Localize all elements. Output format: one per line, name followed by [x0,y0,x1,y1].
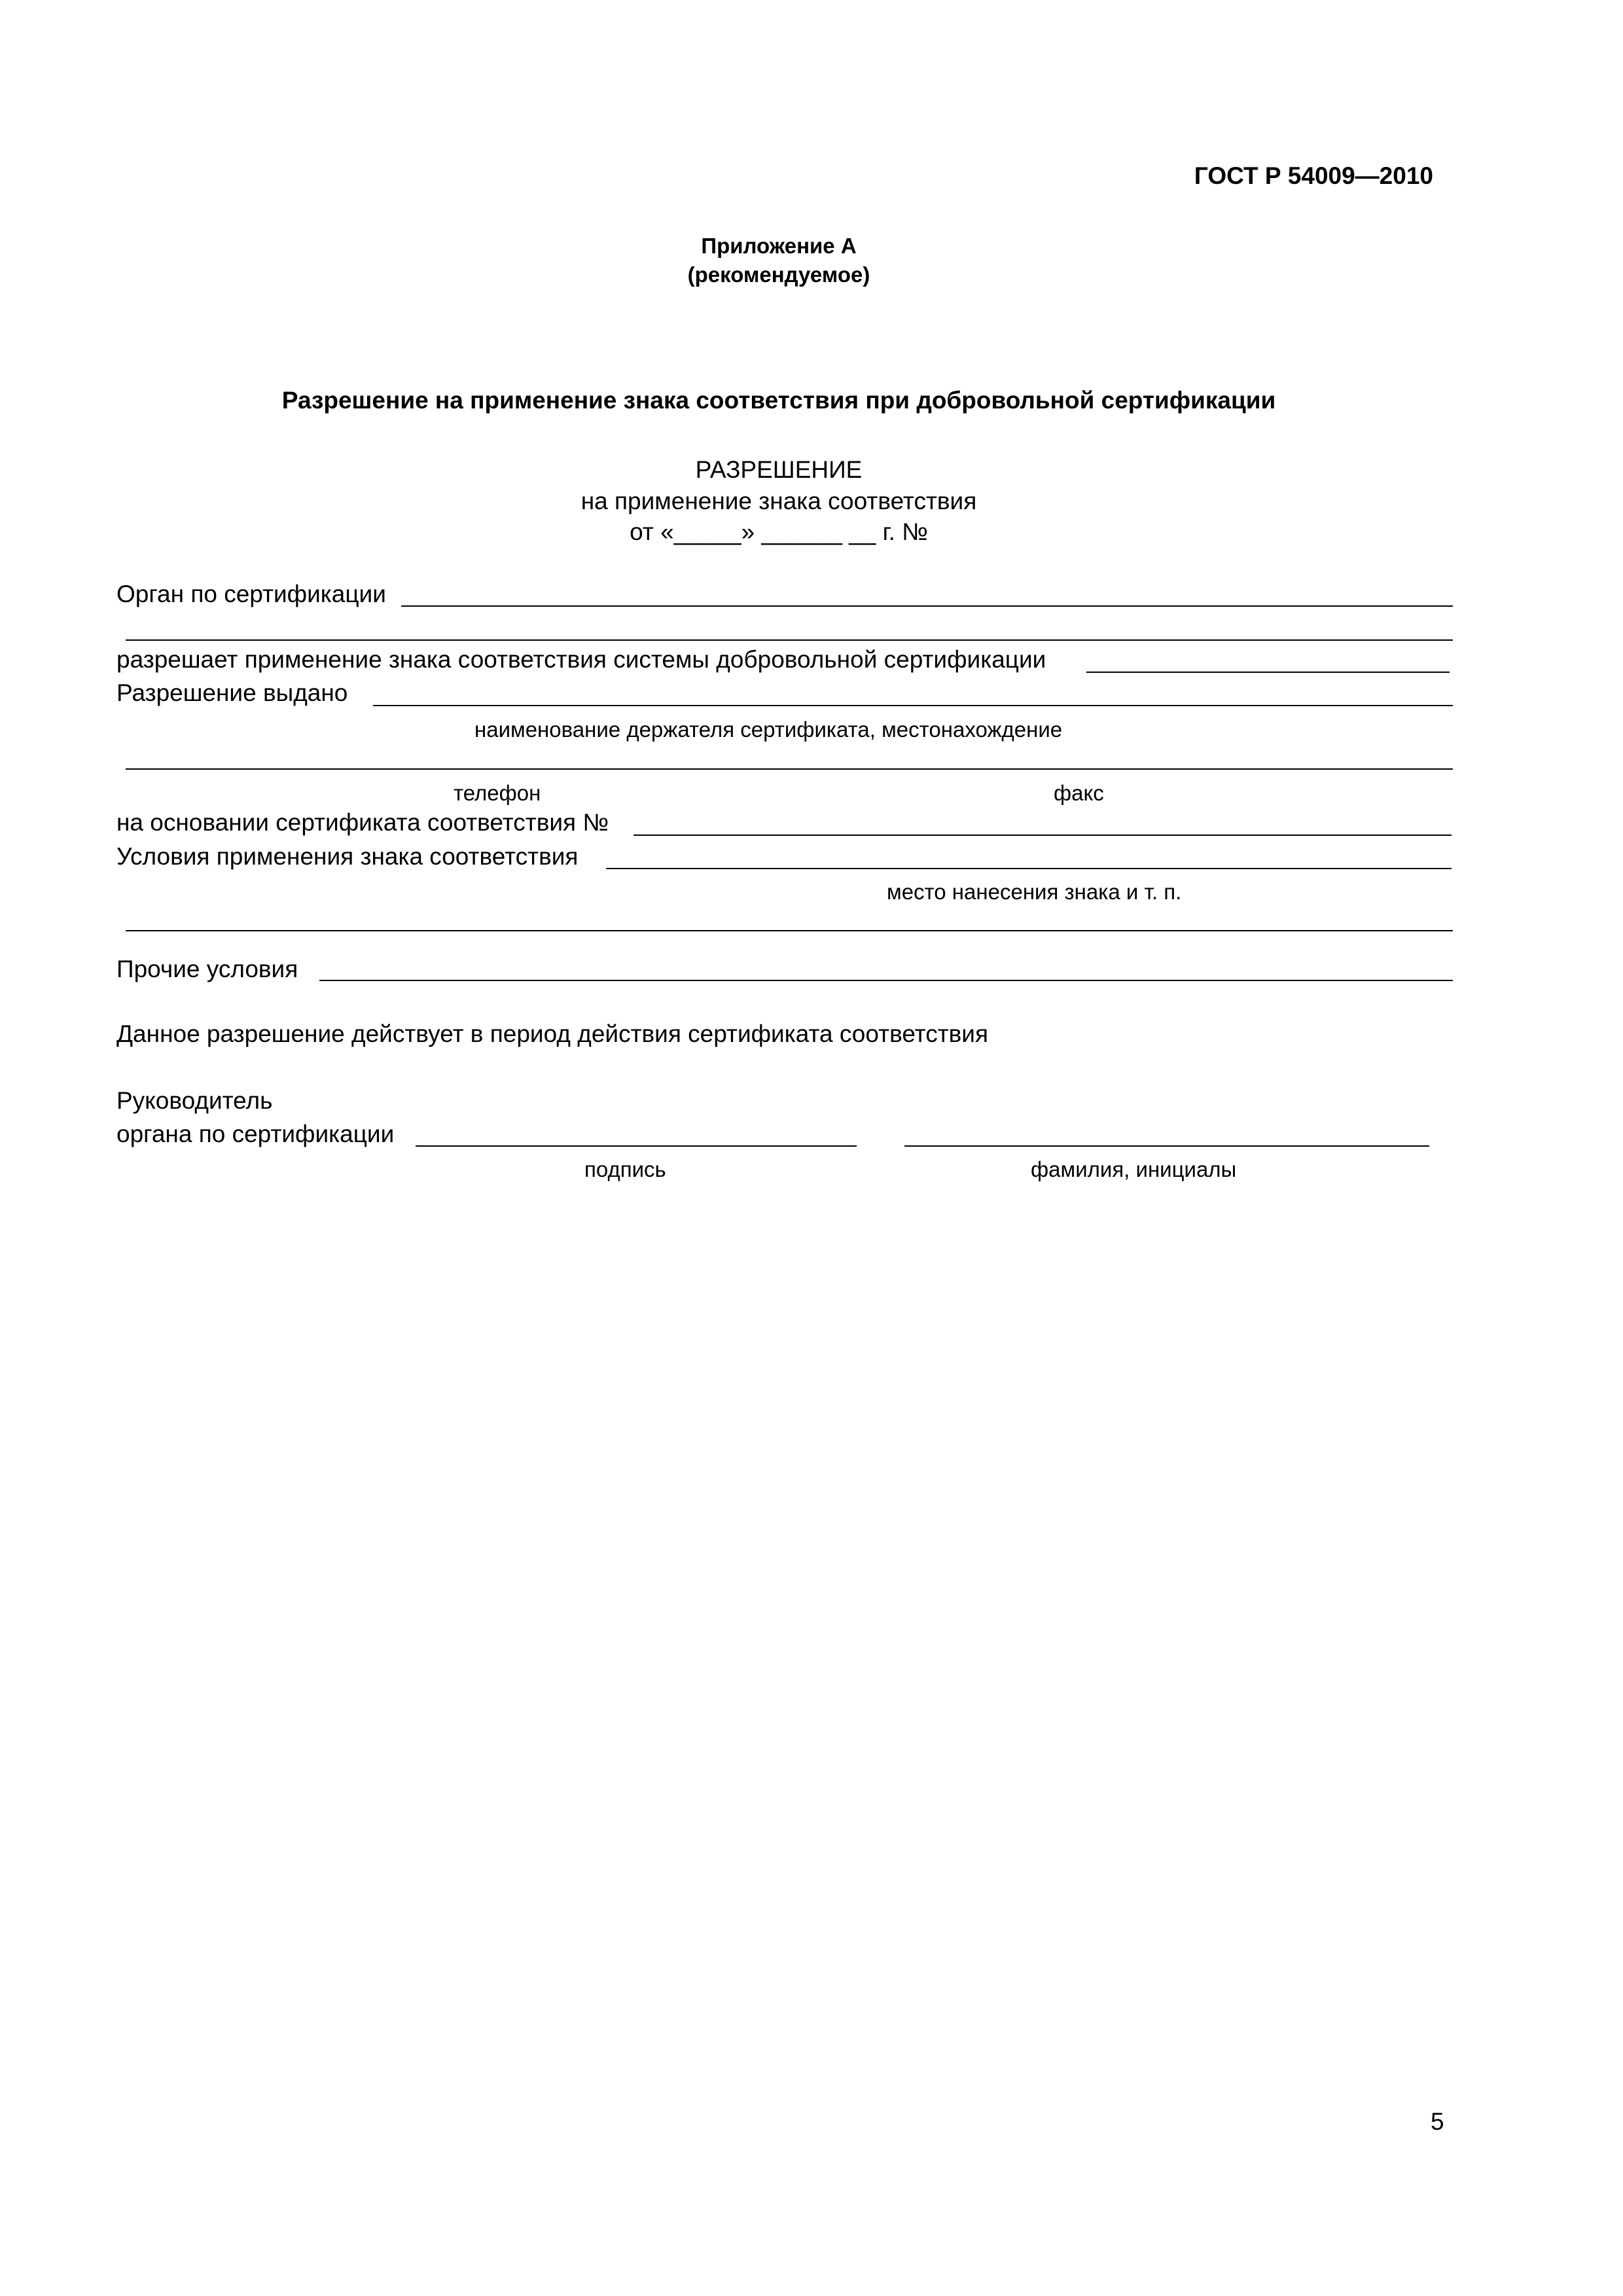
signature-caption: подпись [584,1157,666,1181]
permits-label: разрешает применение знака соответствия системы добровольной сертификации [116,646,1046,673]
appendix-title: Приложение А [701,234,857,258]
system-field-line[interactable] [1086,672,1450,673]
body-label: Орган по сертификации [116,581,386,607]
date-line: от «_____» ______ __ г. № [630,518,928,545]
certificate-field-line[interactable] [633,834,1452,836]
appendix-subtitle: (рекомендуемое) [687,262,870,287]
name-caption: фамилия, инициалы [1031,1157,1237,1181]
issued-field-line-2[interactable] [126,768,1453,770]
conditions-field-line[interactable] [606,868,1452,869]
conditions-caption: место нанесения знака и т. п. [887,880,1182,904]
head-label-line2: органа по сертификации [116,1121,395,1147]
form-heading: РАЗРЕШЕНИЕ [695,456,863,483]
phone-caption: телефон [454,781,541,805]
body-field-line[interactable] [401,605,1453,607]
other-field-line[interactable] [319,980,1453,981]
head-label-line1: Руководитель [116,1087,273,1114]
form-subheading: на применение знака соответствия [580,488,977,514]
fax-caption: факс [1054,781,1104,805]
validity-text: Данное разрешение действует в период действия сертификата соответствия [116,1020,988,1047]
issued-label: Разрешение выдано [116,679,348,706]
name-field-line[interactable] [904,1145,1429,1147]
signature-field-line[interactable] [416,1145,857,1147]
conditions-label: Условия применения знака соответствия [116,843,579,870]
issued-field-line[interactable] [373,705,1453,706]
certificate-label: на основании сертификата соответствия № [116,809,609,836]
issued-caption: наименование держателя сертификата, местонахождение [474,717,1063,742]
body-field-line-2[interactable] [126,639,1453,641]
section-title: Разрешение на применение знака соответствия при добровольной сертификации [281,387,1276,414]
standard-number: ГОСТ Р 54009—2010 [1194,162,1433,189]
other-label: Прочие условия [116,956,298,982]
page-number: 5 [1431,2108,1444,2135]
conditions-field-line-2[interactable] [126,930,1453,931]
